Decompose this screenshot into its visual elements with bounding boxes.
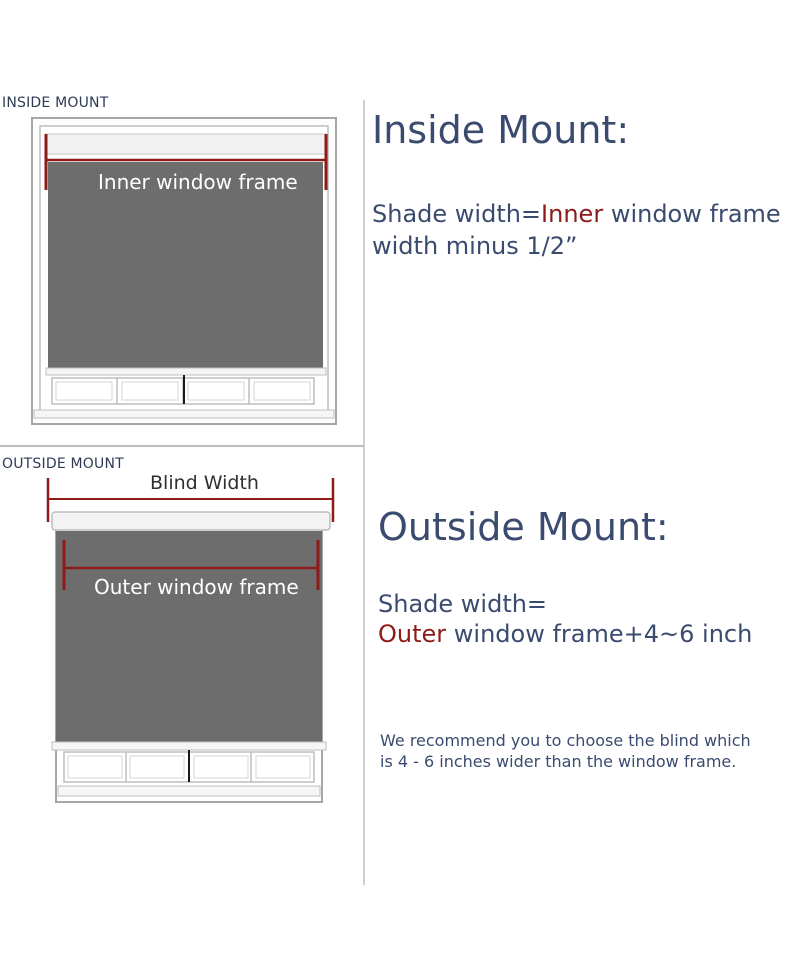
inside-width-line-1	[372, 198, 781, 230]
recommendation-line-2: is 4 - 6 inches wider than the window frame.	[380, 752, 737, 771]
inner-highlight: Inner	[541, 200, 604, 228]
outside-width-line-1: Shade width=	[378, 590, 548, 618]
outer-highlight: Outer	[378, 620, 447, 648]
blind-width-label: Blind Width	[150, 472, 259, 494]
inside-line1-suffix: window frame	[603, 200, 781, 228]
inside-mount-section-label: INSIDE MOUNT	[2, 95, 109, 111]
inside-width-line-2: width minus 1/2”	[372, 232, 578, 260]
outside-mount-title: Outside Mount:	[378, 505, 669, 549]
outside-shade	[56, 531, 322, 743]
inner-window-frame-label: Inner window frame	[98, 170, 298, 194]
outside-line2-suffix: window frame+4~6 inch	[446, 620, 753, 648]
outside-window	[48, 478, 333, 802]
recommendation-line-1: We recommend you to choose the blind which	[380, 731, 751, 750]
inside-mount-title: Inside Mount:	[372, 108, 630, 152]
outer-window-frame-label: Outer window frame	[94, 575, 299, 599]
outside-width-line-2	[378, 618, 752, 650]
inside-window	[32, 118, 336, 424]
outside-mount-section-label: OUTSIDE MOUNT	[2, 456, 124, 472]
inside-line1-prefix: Shade width=	[372, 200, 542, 228]
